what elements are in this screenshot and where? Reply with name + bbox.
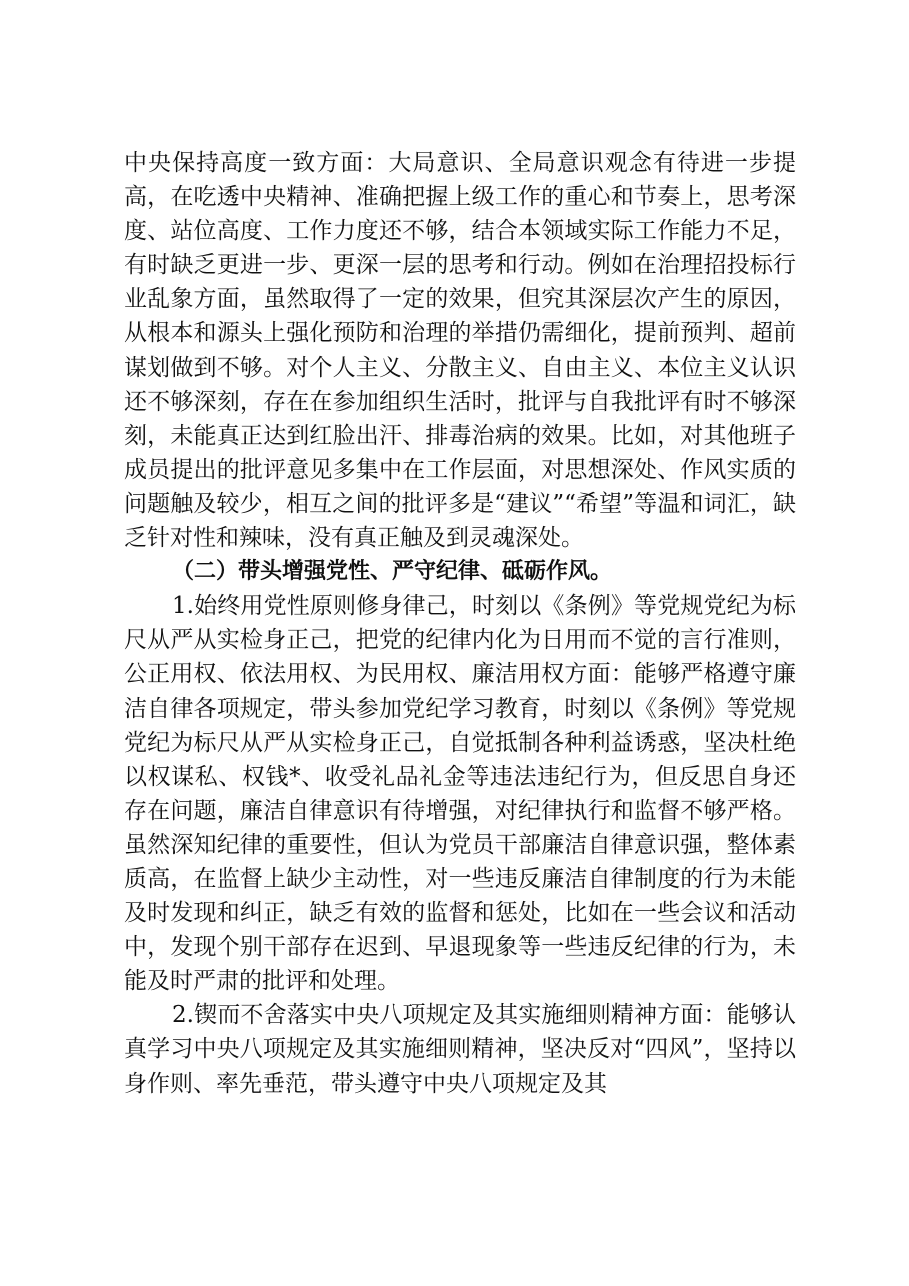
body-paragraph-item-1: 1.始终用党性原则修身律己，时刻以《条例》等党规党纪为标尺从严从实检身正己，把党的纪律内化为日用而不觉的言行准则，公正用权、依法用权、为民用权、廉洁用权方面：能够严格遵守廉洁自律各项规定，带头参加党纪学习教育，时刻以《条例》等党规党纪为标尺从严从实检身正己，自觉抵制各种利益诱惑，坚决杜绝以权谋私、权钱*、收受礼品礼金等违法违纪行为，但反思自身还存在问题，廉洁自律意识有待增强，对纪律执行和监督不够严格。虽然深知纪律的重要性，但认为党员干部廉洁自律意识强，整体素质高，在监督上缺少主动性，对一些违反廉洁自律制度的行为未能及时发现和纠正，缺乏有效的监督和惩处，比如在一些会议和活动中，发现个别干部存在迟到、早退现象等一些违反纪律的行为，未能及时严肃的批评和处理。	[124, 593, 796, 995]
document-body	[124, 146, 796, 1101]
body-paragraph-continued: 中央保持高度一致方面：大局意识、全局意识观念有待进一步提高，在吃透中央精神、准确把握上级工作的重心和节奏上，思考深度、站位高度、工作力度还不够，结合本领域实际工作能力不足，有时缺乏更进一步、更深一层的思考和行动。例如在治理招投标行业乱象方面，虽然取得了一定的效果，但究其深层次产生的原因，从根本和源头上强化预防和治理的举措仍需细化，提前预判、超前谋划做到不够。对个人主义、分散主义、自由主义、本位主义认识还不够深刻，存在在参加组织生活时，批评与自我批评有时不够深刻，未能真正达到红脸出汗、排毒治病的效果。比如，对其他班子成员提出的批评意见多集中在工作层面，对思想深处、作风实质的问题触及较少，相互之间的批评多是“建议”“希望”等温和词汇，缺乏针对性和辣味，没有真正触及到灵魂深处。	[124, 150, 796, 552]
section-heading: （二）带头增强党性、严守纪律、砥砺作风。	[172, 559, 613, 585]
body-paragraph-item-2: 2.锲而不舍落实中央八项规定及其实施细则精神方面：能够认真学习中央八项规定及其实施细则精神，坚决反对“四风”，坚持以身作则、率先垂范，带头遵守中央八项规定及其	[124, 1002, 796, 1097]
